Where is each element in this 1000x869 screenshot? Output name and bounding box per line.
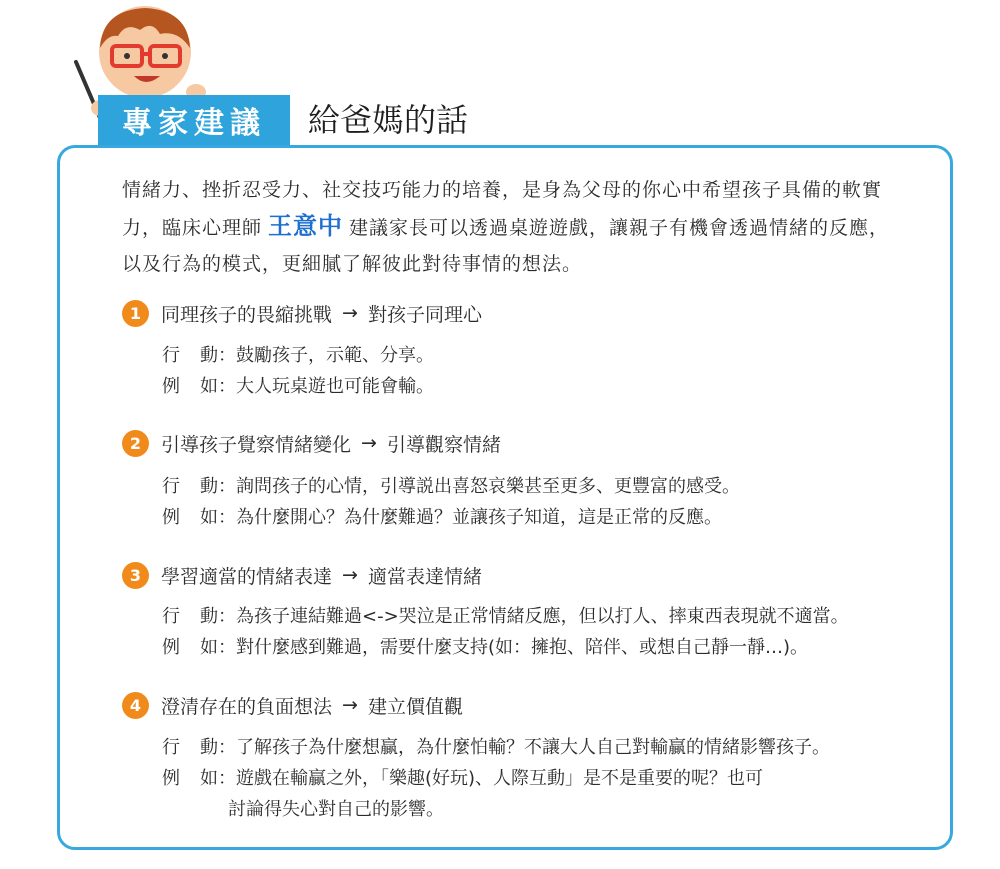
example-label-b: 如：	[200, 637, 236, 658]
intro-text-after: 建議家長可以透過桌遊遊戲，讓親子有機會透過情緒的反應，以及行為的模式，更細膩了解彼此對待事情的想法。	[122, 217, 890, 275]
example-label-a: 例	[162, 768, 180, 789]
arrow-icon: →	[342, 302, 358, 324]
section-3-heading	[122, 560, 482, 590]
section-title: 澄清存在的負面想法	[161, 695, 333, 718]
action-label-b: 動：	[200, 476, 236, 497]
expert-advice-tag: 專家建議	[98, 95, 290, 145]
arrow-icon: →	[361, 432, 377, 454]
section-1-details	[162, 340, 942, 402]
example-text: 遊戲在輸贏之外，「樂趣(好玩)、人際互動」是不是重要的呢？也可	[236, 768, 764, 789]
arrow-icon: →	[342, 694, 358, 716]
action-row	[162, 601, 942, 632]
section-title: 同理孩子的畏縮挑戰	[161, 303, 333, 326]
section-number-badge: 2	[122, 430, 149, 457]
psychologist-name: 王意中	[268, 212, 344, 240]
example-row	[162, 763, 942, 794]
example-label-a: 例	[162, 376, 180, 397]
example-label-a: 例	[162, 507, 180, 528]
section-goal: 建立價值觀	[367, 695, 463, 718]
intro-text-before: 情緒力、挫折忍受力、社交技巧能力的培養，是身為父母的你心中希望孩子具備的軟實力，臨床心理師	[122, 179, 883, 239]
action-label-a: 行	[162, 476, 180, 497]
section-goal: 對孩子同理心	[367, 303, 482, 326]
example-text: 為什麼開心？為什麼難過？並讓孩子知道，這是正常的反應。	[236, 507, 722, 528]
page-subtitle: 給爸媽的話	[308, 101, 469, 139]
example-text: 大人玩桌遊也可能會輸。	[236, 376, 434, 397]
section-3-details	[162, 601, 942, 663]
action-row	[162, 340, 942, 371]
section-number-badge: 4	[122, 692, 149, 719]
action-label-a: 行	[162, 737, 180, 758]
section-title: 學習適當的情緒表達	[161, 565, 333, 588]
section-number-badge: 3	[122, 562, 149, 589]
intro-paragraph	[122, 172, 902, 282]
section-4-heading	[122, 690, 463, 720]
action-label-a: 行	[162, 345, 180, 366]
example-row	[162, 502, 942, 533]
example-label-b: 如：	[200, 507, 236, 528]
action-text: 鼓勵孩子，示範、分享。	[236, 345, 434, 366]
example-label-a: 例	[162, 637, 180, 658]
example-label-b: 如：	[200, 376, 236, 397]
section-title: 引導孩子覺察情緒變化	[161, 433, 352, 456]
section-4-details	[162, 732, 942, 825]
section-2-details	[162, 471, 942, 533]
example-text-continued: 討論得失心對自己的影響。	[228, 799, 444, 820]
arrow-icon: →	[342, 564, 358, 586]
section-goal: 引導觀察情緒	[386, 433, 501, 456]
example-text: 對什麼感到難過，需要什麼支持(如：擁抱、陪伴、或想自己靜一靜…)。	[236, 637, 809, 658]
action-label-b: 動：	[200, 345, 236, 366]
section-1-heading	[122, 298, 482, 328]
example-label-b: 如：	[200, 768, 236, 789]
action-text: 為孩子連結難過<->哭泣是正常情緒反應，但以打人、摔東西表現就不適當。	[236, 606, 849, 627]
example-continuation-row	[162, 794, 942, 825]
action-text: 詢問孩子的心情，引導説出喜怒哀樂甚至更多、更豐富的感受。	[236, 476, 740, 497]
section-goal: 適當表達情緒	[367, 565, 482, 588]
example-row	[162, 632, 942, 663]
action-row	[162, 732, 942, 763]
section-number-badge: 1	[122, 300, 149, 327]
example-row	[162, 371, 942, 402]
action-text: 了解孩子為什麼想贏，為什麼怕輸？不讓大人自己對輸贏的情緒影響孩子。	[236, 737, 830, 758]
action-label-a: 行	[162, 606, 180, 627]
section-2-heading	[122, 428, 501, 458]
action-label-b: 動：	[200, 606, 236, 627]
action-row	[162, 471, 942, 502]
action-label-b: 動：	[200, 737, 236, 758]
